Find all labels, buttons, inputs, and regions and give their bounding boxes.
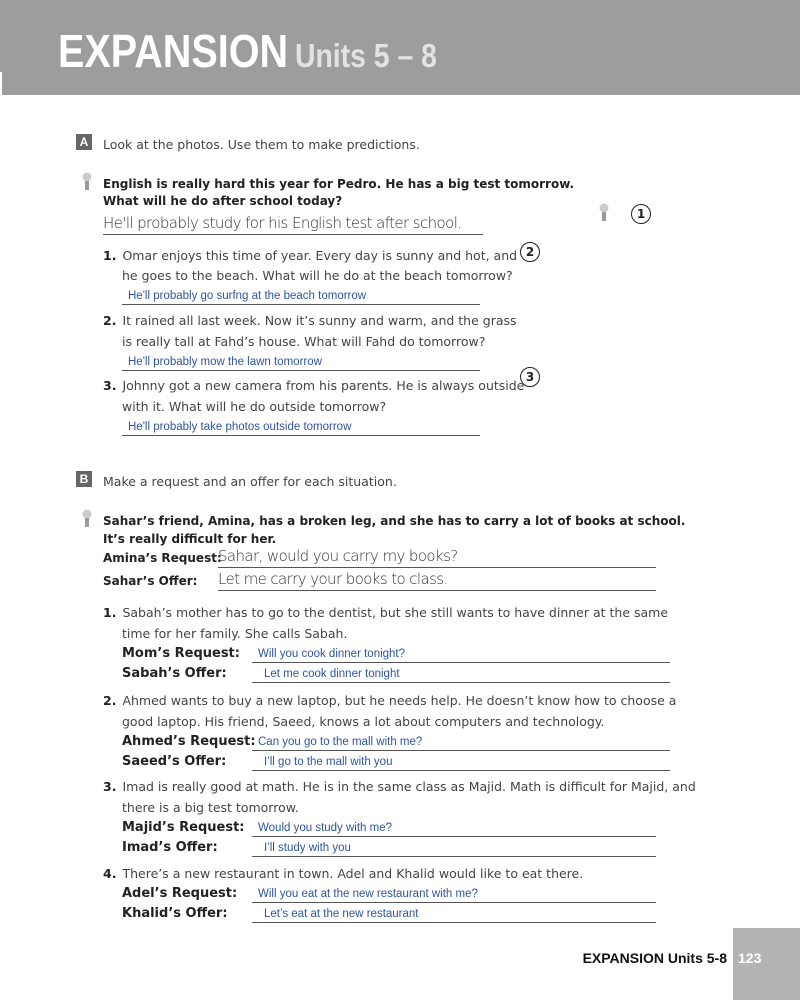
- example-a-line2: What will he do after school today?: [103, 194, 343, 208]
- page-title: [58, 24, 437, 78]
- example-offer-answer: Let me carry your books to class.: [218, 570, 656, 591]
- a-item-1-line2: he goes to the beach. What will he do at the beach tomorrow?: [122, 268, 513, 283]
- a-item-2-line1: [103, 313, 517, 328]
- item-text: Sabah’s mother has to go to the dentist, but she still wants to have dinner at the same: [122, 605, 669, 620]
- b-item-1-line2: time for her family. She calls Sabah.: [122, 626, 348, 641]
- b-item-2-offer-label: Saeed’s Offer:: [122, 754, 227, 769]
- item-number: 2.: [103, 693, 117, 708]
- b-item-3-request-answer[interactable]: Would you study with me?: [252, 822, 656, 837]
- page-number: 123: [738, 950, 762, 966]
- b-item-3-line1: [103, 779, 696, 794]
- b-item-1-offer-label: Sabah’s Offer:: [122, 666, 227, 681]
- example-b-line1: Sahar’s friend, Amina, has a broken leg, and she has to carry a lot of books at school.: [103, 514, 686, 528]
- item-number: 4.: [103, 866, 117, 881]
- item-number: 2.: [103, 313, 117, 328]
- example-request-label: Amina’s Request:: [103, 551, 222, 565]
- b-item-4-request-answer[interactable]: Will you eat at the new restaurant with me?: [252, 888, 656, 903]
- title-units: Units 5 – 8: [294, 37, 437, 74]
- example-b-line2: It’s really difficult for her.: [103, 532, 277, 546]
- section-b-instruction: Make a request and an offer for each situation.: [103, 474, 397, 489]
- example-a-line1: English is really hard this year for Pedro. He has a big test tomorrow.: [103, 177, 575, 191]
- footer-title: EXPANSION Units 5-8: [582, 950, 727, 966]
- b-item-2-line1: [103, 693, 676, 708]
- b-item-2-request-label: Ahmed’s Request:: [122, 734, 256, 749]
- photo-label-2: 2: [520, 242, 540, 262]
- a-item-3-answer[interactable]: He'll probably take photos outside tomorrow: [122, 421, 480, 436]
- a-item-1-line1: [103, 248, 517, 263]
- lightbulb-icon: [82, 509, 92, 529]
- a-item-2-answer[interactable]: He'll probably mow the lawn tomorrow: [122, 356, 480, 371]
- section-a-instruction: Look at the photos. Use them to make predictions.: [103, 137, 420, 152]
- section-b-label: B: [76, 471, 92, 487]
- b-item-4-offer-answer[interactable]: Let’s eat at the new restaurant: [252, 908, 656, 923]
- b-item-1-line1: [103, 605, 668, 620]
- photo-label-1: 1: [631, 204, 651, 224]
- a-item-3-line2: with it. What will he do outside tomorrow?: [122, 399, 387, 414]
- example-request-answer: Sahar, would you carry my books?: [218, 547, 656, 568]
- item-text: It rained all last week. Now it’s sunny and warm, and the grass: [122, 313, 517, 328]
- item-text: Imad is really good at math. He is in the same class as Majid. Math is difficult for Majid, and: [122, 779, 696, 794]
- lightbulb-icon: [599, 203, 609, 223]
- a-item-3-line1: [103, 378, 524, 393]
- item-text: There’s a new restaurant in town. Adel and Khalid would like to eat there.: [122, 866, 584, 881]
- b-item-3-line2: there is a big test tomorrow.: [122, 800, 299, 815]
- b-item-1-request-label: Mom’s Request:: [122, 646, 240, 661]
- item-number: 3.: [103, 378, 117, 393]
- header-edge: [0, 72, 2, 95]
- page-number-box: [733, 928, 800, 1000]
- b-item-2-line2: good laptop. His friend, Saeed, knows a lot about computers and technology.: [122, 714, 605, 729]
- b-item-2-offer-answer[interactable]: I’ll go to the mall with you: [252, 756, 670, 771]
- example-offer-label: Sahar’s Offer:: [103, 574, 198, 588]
- photo-label-3: 3: [520, 367, 540, 387]
- item-text: Johnny got a new camera from his parents. He is always outside: [122, 378, 525, 393]
- b-item-3-offer-label: Imad’s Offer:: [122, 840, 218, 855]
- b-item-3-request-label: Majid’s Request:: [122, 820, 245, 835]
- item-number: 3.: [103, 779, 117, 794]
- item-text: Ahmed wants to buy a new laptop, but he needs help. He doesn’t know how to choose a: [122, 693, 677, 708]
- item-text: Omar enjoys this time of year. Every day is sunny and hot, and: [122, 248, 518, 263]
- section-a-label: A: [76, 134, 92, 150]
- item-number: 1.: [103, 248, 117, 263]
- a-item-1-answer[interactable]: He'll probably go surfng at the beach tomorrow: [122, 290, 480, 305]
- b-item-2-request-answer[interactable]: Can you go to the mall with me?: [252, 736, 670, 751]
- b-item-3-offer-answer[interactable]: I’ll study with you: [252, 842, 656, 857]
- b-item-1-offer-answer[interactable]: Let me cook dinner tonight: [252, 668, 670, 683]
- item-number: 1.: [103, 605, 117, 620]
- b-item-4-offer-label: Khalid’s Offer:: [122, 906, 228, 921]
- lightbulb-icon: [82, 172, 92, 192]
- b-item-4-line1: [103, 866, 583, 881]
- b-item-4-request-label: Adel’s Request:: [122, 886, 238, 901]
- example-a-answer: He'll probably study for his English test after school.: [103, 214, 483, 235]
- a-item-2-line2: is really tall at Fahd’s house. What will Fahd do tomorrow?: [122, 334, 486, 349]
- b-item-1-request-answer[interactable]: Will you cook dinner tonight?: [252, 648, 670, 663]
- title-main: EXPANSION: [58, 25, 289, 77]
- page-header: [0, 0, 800, 95]
